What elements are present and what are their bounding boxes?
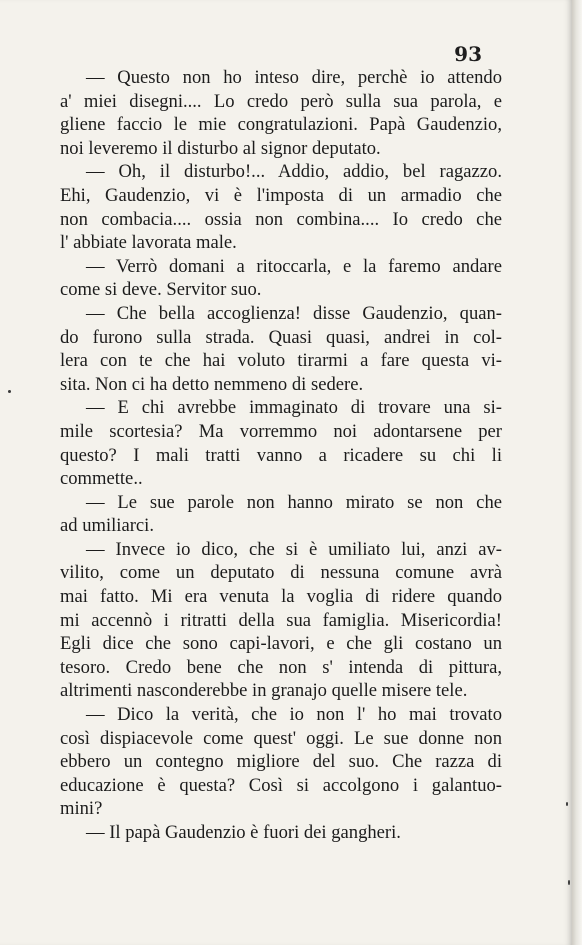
paragraph	[60, 66, 502, 160]
page-number: 93	[454, 42, 482, 66]
paragraph	[60, 703, 502, 821]
text-line: non combacia.... ossia non combina.... Io credo che	[60, 208, 502, 230]
text-line: questo? I mali tratti vanno a ricadere su chi li	[60, 444, 502, 466]
paragraph	[60, 538, 502, 703]
paragraph	[60, 396, 502, 490]
text-line: — Oh, il disturbo!... Addio, addio, bel ragazzo.	[86, 161, 502, 183]
text-line: vilito, come un deputato di nessuna comune avrà	[60, 562, 502, 584]
text-line: così dispiacevole come quest' oggi. Le sue donne non	[60, 727, 502, 749]
ink-speck	[566, 802, 568, 806]
text-line: Egli dice che sono capi-lavori, e che gli costano un	[60, 633, 502, 655]
text-line: — Che bella accoglienza! disse Gaudenzio, quan-	[86, 302, 502, 324]
paragraph	[60, 255, 502, 302]
text-line: mini?	[60, 798, 103, 820]
text-line: ad umiliarci.	[60, 515, 154, 537]
text-line: a' miei disegni.... Lo credo però sulla sua parola, e	[60, 90, 502, 112]
paragraph	[60, 491, 502, 538]
text-line: mi accennò i ritratti della sua famiglia. Misericordia!	[60, 609, 502, 631]
text-line: mile scortesia? Ma vorremmo noi adontarsene per	[60, 420, 502, 442]
text-line: come si deve. Servitor suo.	[60, 279, 262, 301]
text-line: — Le sue parole non hanno mirato se non che	[86, 491, 502, 513]
paragraph	[60, 160, 502, 254]
text-line: gliene faccio le mie congratulazioni. Papà Gaudenzio,	[60, 114, 502, 136]
text-line: — Dico la verità, che io non l' ho mai trovato	[86, 704, 502, 726]
text-line: ebbero un contegno migliore del suo. Che razza di	[60, 751, 502, 773]
text-line: — E chi avrebbe immaginato di trovare una si-	[86, 397, 502, 419]
text-line: — Questo non ho inteso dire, perchè io attendo	[86, 67, 502, 88]
text-line: noi leveremo il disturbo al signor deputato.	[60, 137, 381, 159]
text-line: do furono sulla strada. Quasi quasi, andrei in col-	[60, 326, 502, 348]
text-line: — Verrò domani a ritoccarla, e la faremo andare	[86, 255, 502, 277]
paragraph	[60, 302, 502, 396]
text-line: educazione è questa? Così si accolgono i galantuo-	[60, 774, 502, 796]
page-edge	[572, 0, 582, 945]
text-line: sita. Non ci ha detto nemmeno di sedere.	[60, 373, 364, 395]
ink-speck	[568, 880, 570, 885]
text-line: — Il papà Gaudenzio è fuori dei gangheri.	[86, 822, 401, 843]
text-line: altrimenti nasconderebbe in granajo quelle misere tele.	[60, 680, 468, 702]
text-line: mai fatto. Mi era venuta la voglia di ridere quando	[60, 586, 502, 608]
text-line: — Invece io dico, che si è umiliato lui, anzi av-	[86, 538, 502, 560]
text-line: l' abbiate lavorata male.	[60, 232, 237, 254]
paragraph	[60, 821, 502, 845]
page-text	[60, 66, 502, 845]
text-line: Ehi, Gaudenzio, vi è l'imposta di un armadio che	[60, 184, 502, 206]
text-line: tesoro. Credo bene che non s' intenda di pittura,	[60, 656, 502, 678]
ink-speck	[8, 390, 11, 393]
text-line: commette..	[60, 468, 143, 490]
text-line: lera con te che hai voluto tirarmi a fare questa vi-	[60, 350, 502, 372]
